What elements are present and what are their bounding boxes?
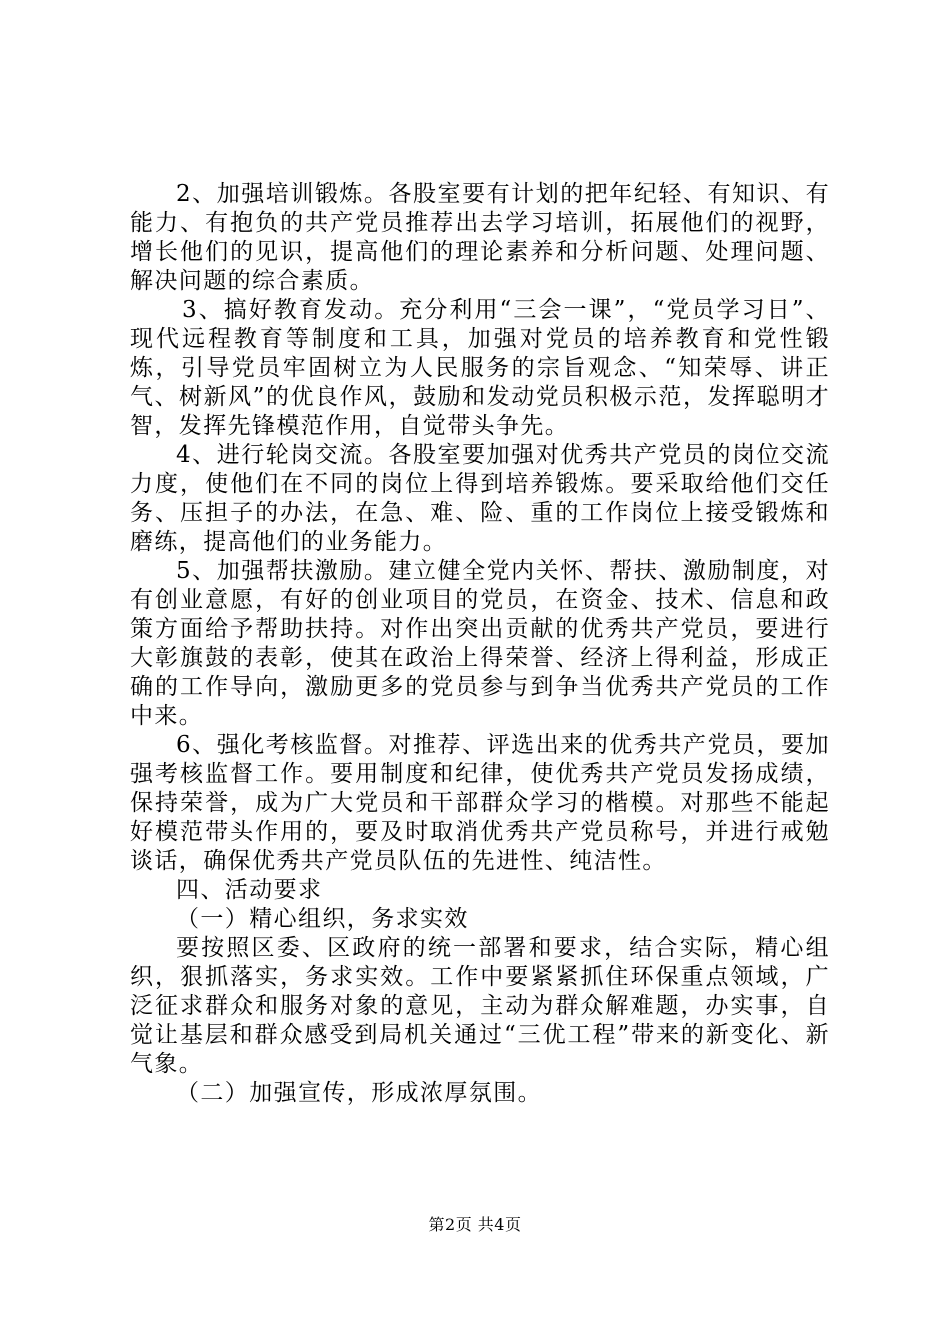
page-number-footer: 第2页 共4页 bbox=[428, 1215, 522, 1234]
subheading-publicity: （二）加强宣传，形成浓厚氛围。 bbox=[176, 1080, 542, 1106]
section-heading: 四、活动要求 bbox=[176, 877, 323, 903]
paragraph-training: 2、加强培训锻炼。各股室要有计划的把年纪轻、有知识、有能力、有抱负的共产党员推荐出去学习培训，拓展他们的视野，增长他们的见识，提高他们的理论素养和分析问题、处理问题、解决问题的综合素质。 bbox=[130, 181, 830, 294]
paragraph-rotation: 4、进行轮岗交流。各股室要加强对优秀共产党员的岗位交流力度，使他们在不同的岗位上得到培养锻炼。要采取给他们交任务、压担子的办法，在急、难、险、重的工作岗位上接受锻炼和磨练，提高他们的业务能力。 bbox=[130, 442, 830, 555]
paragraph-organize: 要按照区委、区政府的统一部署和要求，结合实际，精心组织，狠抓落实，务求实效。工作中要紧紧抓住环保重点领域，广泛征求群众和服务对象的意见，主动为群众解难题，办实事，自觉让基层和群众感受到局机关通过“三优工程”带来的新变化、新气象。 bbox=[130, 935, 830, 1077]
document-body bbox=[130, 180, 830, 1108]
paragraph-education: 3、搞好教育发动。充分利用“三会一课”，“党员学习日”、现代远程教育等制度和工具，加强对党员的培养教育和党性锻炼，引导党员牢固树立为人民服务的宗旨观念、“知荣辱、讲正气、树新风”的优良作风，鼓励和发动党员积极示范，发挥聪明才智，发挥先锋模范作用，自觉带头争先。 bbox=[130, 297, 830, 439]
paragraph-incentive: 5、加强帮扶激励。建立健全党内关怀、帮扶、激励制度，对有创业意愿，有好的创业项目的党员，在资金、技术、信息和政策方面给予帮助扶持。对作出突出贡献的优秀共产党员，要进行大彰旗鼓的表彰，使其在政治上得荣誉、经济上得利益，形成正确的工作导向，激励更多的党员参与到争当优秀共产党员的工作中来。 bbox=[130, 558, 830, 729]
paragraph-supervision: 6、强化考核监督。对推荐、评选出来的优秀共产党员，要加强考核监督工作。要用制度和纪律，使优秀共产党员发扬成绩，保持荣誉，成为广大党员和干部群众学习的楷模。对那些不能起好模范带头作用的，要及时取消优秀共产党员称号，并进行戒勉谈话，确保优秀共产党员队伍的先进性、纯洁性。 bbox=[130, 732, 830, 874]
subheading-organize: （一）精心组织，务求实效 bbox=[176, 906, 469, 932]
